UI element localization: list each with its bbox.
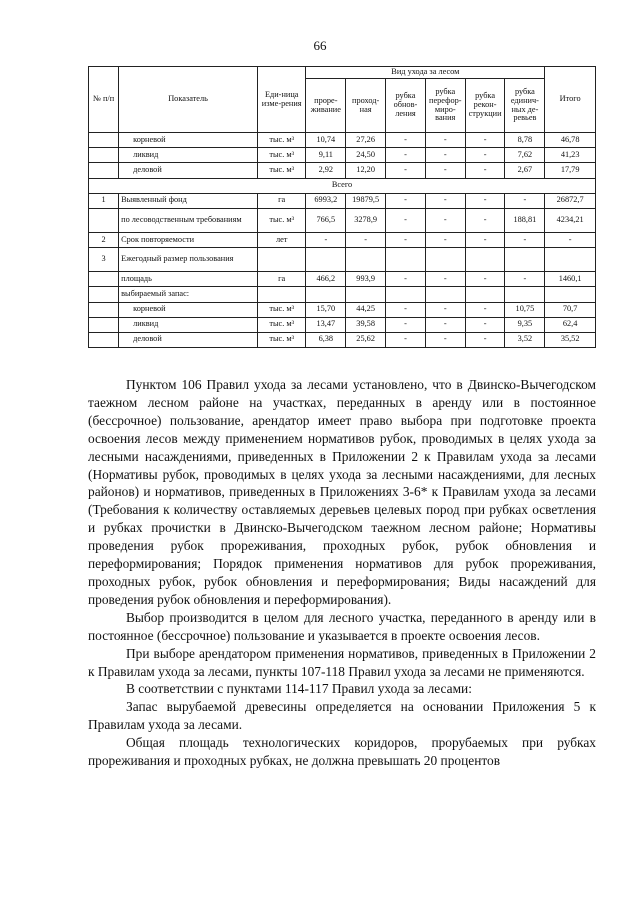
total-cell: 62,4: [545, 317, 596, 332]
value-cell: 13,47: [306, 317, 346, 332]
value-cell: 6,38: [306, 332, 346, 347]
row-unit: тыс. м³: [257, 148, 305, 163]
value-cell: -: [465, 163, 505, 178]
value-cell: 766,5: [306, 208, 346, 232]
value-cell: 25,62: [346, 332, 386, 347]
total-cell: [545, 248, 596, 272]
row-label: площадь: [119, 272, 258, 287]
section-label: Всего: [89, 178, 596, 193]
total-cell: -: [545, 232, 596, 247]
paragraph: Пунктом 106 Правил ухода за лесами установлено, что в Двинско-Вычегодском таежном лесном районе на участках, переданных в аренду или в постоянное (бессрочное) пользование, арендатор имеет право выбора при подготовке проекта освоения лесов между применением нормативов рубок, проводимых в целях ухода за лесными насаждениями, приведенных в Приложении 2 к Правилам ухода за лесами (Нормативы рубок, проводимых в целях ухода за лесными насаждениями, для лесных районов) и нормативов, приведенных в Приложениях 3-6* к Правилам ухода за лесами (Требования к количеству оставляемых деревьев целевых пород при рубках осветления и рубках прочистки в Двинско-Вычегодском таежном лесном районе; Нормативы проведения рубок прореживания, проходных рубок, рубок обновления и переформирования; Порядок применения нормативов для рубок прореживания, проходных рубок, рубок обновления и переформирования; Виды насаждений для проведения рубок обновления и переформирования).: [88, 377, 596, 607]
value-cell: -: [386, 332, 426, 347]
row-unit: лет: [257, 232, 305, 247]
page-number: 66: [313, 38, 327, 53]
row-number: 3: [89, 248, 119, 272]
total-cell: 35,52: [545, 332, 596, 347]
value-cell: -: [465, 148, 505, 163]
header-num: № п/п: [89, 67, 119, 133]
row-label: по лесоводственным требованиям: [119, 208, 258, 232]
value-cell: -: [465, 317, 505, 332]
row-label: Срок повторяемости: [119, 232, 258, 247]
value-cell: 7,62: [505, 148, 545, 163]
row-label: выбираемый запас:: [119, 287, 258, 302]
value-cell: -: [386, 232, 426, 247]
table-row: [89, 133, 596, 148]
row-unit: га: [257, 193, 305, 208]
value-cell: -: [386, 317, 426, 332]
row-number: [89, 133, 119, 148]
table-row: [89, 148, 596, 163]
header-reformation-felling: рубка перефор-миро-вания: [425, 79, 465, 133]
total-cell: 26872,7: [545, 193, 596, 208]
value-cell: -: [425, 193, 465, 208]
value-cell: 44,25: [346, 302, 386, 317]
total-cell: 4234,21: [545, 208, 596, 232]
value-cell: -: [465, 193, 505, 208]
row-number: [89, 317, 119, 332]
header-thinning: проре-живание: [306, 79, 346, 133]
total-cell: 41,23: [545, 148, 596, 163]
value-cell: [425, 287, 465, 302]
header-care-type: Вид ухода за лесом: [306, 67, 545, 79]
table-row: [89, 272, 596, 287]
row-unit: тыс. м³: [257, 317, 305, 332]
value-cell: -: [465, 332, 505, 347]
value-cell: 19879,5: [346, 193, 386, 208]
value-cell: -: [306, 232, 346, 247]
total-cell: [545, 287, 596, 302]
value-cell: [346, 287, 386, 302]
row-label: Ежегодный размер пользования: [119, 248, 258, 272]
row-number: [89, 272, 119, 287]
table-row: [89, 332, 596, 347]
value-cell: 10,75: [505, 302, 545, 317]
value-cell: 9,11: [306, 148, 346, 163]
header-unit: Еди-ница изме-рения: [257, 67, 305, 133]
value-cell: 3,52: [505, 332, 545, 347]
row-unit: [257, 287, 305, 302]
value-cell: -: [465, 133, 505, 148]
header-indicator: Показатель: [119, 67, 258, 133]
row-label: Выявленный фонд: [119, 193, 258, 208]
header-single-tree-felling: рубка единич-ных де-ревьев: [505, 79, 545, 133]
row-number: [89, 332, 119, 347]
row-number: [89, 163, 119, 178]
row-number: [89, 208, 119, 232]
value-cell: 188,81: [505, 208, 545, 232]
row-number: 2: [89, 232, 119, 247]
value-cell: -: [425, 133, 465, 148]
value-cell: -: [386, 193, 426, 208]
row-label: корневой: [119, 133, 258, 148]
total-cell: 70,7: [545, 302, 596, 317]
value-cell: 2,67: [505, 163, 545, 178]
value-cell: -: [465, 302, 505, 317]
value-cell: 15,70: [306, 302, 346, 317]
table-row: [89, 208, 596, 232]
value-cell: 24,50: [346, 148, 386, 163]
value-cell: 9,35: [505, 317, 545, 332]
table-row: [89, 317, 596, 332]
header-reconstruction-felling: рубка рекон-струкции: [465, 79, 505, 133]
value-cell: -: [505, 232, 545, 247]
row-unit: [257, 248, 305, 272]
row-unit: тыс. м³: [257, 133, 305, 148]
row-number: [89, 148, 119, 163]
header-passage-felling: проход-ная: [346, 79, 386, 133]
value-cell: -: [425, 272, 465, 287]
value-cell: -: [465, 232, 505, 247]
table-row: [89, 193, 596, 208]
value-cell: -: [425, 148, 465, 163]
value-cell: -: [386, 148, 426, 163]
value-cell: -: [346, 232, 386, 247]
value-cell: -: [386, 272, 426, 287]
total-cell: 46,78: [545, 133, 596, 148]
value-cell: -: [505, 193, 545, 208]
header-total: Итого: [545, 67, 596, 133]
value-cell: 27,26: [346, 133, 386, 148]
value-cell: -: [465, 272, 505, 287]
row-label: деловой: [119, 163, 258, 178]
value-cell: -: [505, 272, 545, 287]
value-cell: [306, 248, 346, 272]
value-cell: 3278,9: [346, 208, 386, 232]
header-renewal-felling: рубка обнов-ления: [386, 79, 426, 133]
value-cell: 39,58: [346, 317, 386, 332]
value-cell: [346, 248, 386, 272]
paragraph: В соответствии с пунктами 114-117 Правил ухода за лесами:: [126, 681, 472, 697]
body-text: [88, 376, 596, 770]
value-cell: -: [425, 163, 465, 178]
value-cell: [465, 248, 505, 272]
row-label: ликвид: [119, 148, 258, 163]
value-cell: -: [425, 232, 465, 247]
value-cell: -: [425, 317, 465, 332]
table-row: [89, 248, 596, 272]
table-row: [89, 163, 596, 178]
value-cell: [505, 287, 545, 302]
value-cell: [386, 248, 426, 272]
row-unit: тыс. м³: [257, 332, 305, 347]
row-unit: тыс. м³: [257, 163, 305, 178]
value-cell: [306, 287, 346, 302]
value-cell: -: [386, 163, 426, 178]
total-cell: 17,79: [545, 163, 596, 178]
paragraph: Запас вырубаемой древесины определяется на основании Приложения 5 к Правилам ухода за лесами.: [88, 699, 596, 733]
value-cell: 993,9: [346, 272, 386, 287]
row-unit: тыс. м³: [257, 208, 305, 232]
value-cell: 466,2: [306, 272, 346, 287]
value-cell: -: [386, 208, 426, 232]
paragraph: Общая площадь технологических коридоров, прорубаемых при рубках прореживания и проходных рубках, не должна превышать 20 процентов: [88, 735, 596, 769]
table-row: [89, 302, 596, 317]
row-unit: га: [257, 272, 305, 287]
value-cell: [465, 287, 505, 302]
value-cell: 12,20: [346, 163, 386, 178]
row-unit: тыс. м³: [257, 302, 305, 317]
value-cell: -: [425, 302, 465, 317]
value-cell: [386, 287, 426, 302]
value-cell: -: [425, 332, 465, 347]
row-label: корневой: [119, 302, 258, 317]
value-cell: [425, 248, 465, 272]
value-cell: 10,74: [306, 133, 346, 148]
table-row: [89, 232, 596, 247]
row-label: деловой: [119, 332, 258, 347]
value-cell: -: [386, 133, 426, 148]
value-cell: 8,78: [505, 133, 545, 148]
value-cell: -: [386, 302, 426, 317]
value-cell: 6993,2: [306, 193, 346, 208]
value-cell: [505, 248, 545, 272]
value-cell: -: [465, 208, 505, 232]
value-cell: 2,92: [306, 163, 346, 178]
paragraph: При выборе арендатором применения нормативов, приведенных в Приложении 2 к Правилам ухода за лесами, пункты 107-118 Правил ухода за лесами не применяются.: [88, 645, 596, 679]
forest-care-table: [88, 66, 596, 348]
table-row: [89, 287, 596, 302]
paragraph: Выбор производится в целом для лесного участка, переданного в аренду или в постоянное (бессрочное) пользование и указывается в проекте освоения лесов.: [88, 609, 596, 643]
table-row: [89, 178, 596, 193]
total-cell: 1460,1: [545, 272, 596, 287]
row-label: ликвид: [119, 317, 258, 332]
row-number: [89, 302, 119, 317]
row-number: [89, 287, 119, 302]
row-number: 1: [89, 193, 119, 208]
value-cell: -: [425, 208, 465, 232]
